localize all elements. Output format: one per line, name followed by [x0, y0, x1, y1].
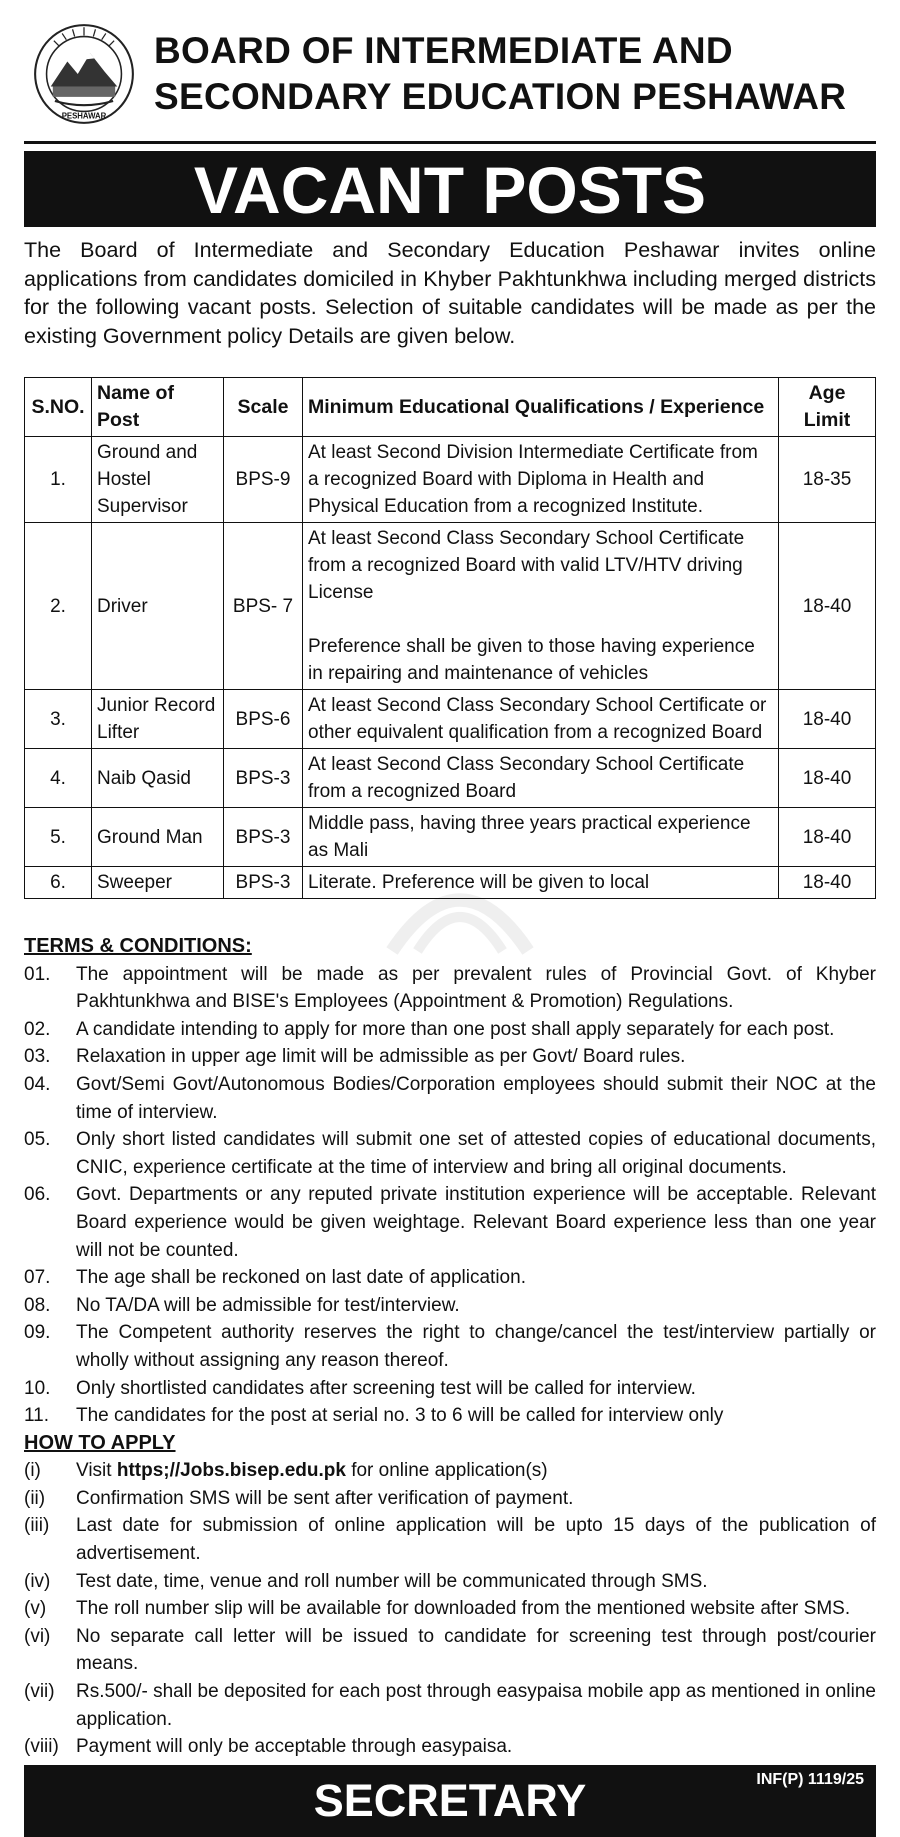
terms-title: TERMS & CONDITIONS: [24, 935, 252, 957]
qualification-text: At least Second Class Secondary School Certificate from a recognized Board with valid LTV/HTV driving License [308, 528, 745, 603]
list-item [24, 1319, 876, 1374]
list-item [24, 1043, 876, 1071]
table-row [25, 523, 876, 690]
item-number: 07. [24, 1267, 51, 1289]
row-sno: 1. [25, 437, 92, 523]
row-qualification [303, 749, 779, 808]
logo-caption: PESHAWAR [61, 111, 107, 121]
header [24, 14, 876, 134]
table-row [25, 749, 876, 808]
application-website-link[interactable]: https;//Jobs.bisep.edu.pk [116, 1460, 346, 1482]
terms-list [24, 961, 876, 1430]
item-text: Govt/Semi Govt/Autonomous Bodies/Corporation employees should submit their NOC at the time of interview. [76, 1073, 876, 1123]
item-number: 03. [24, 1046, 51, 1068]
item-text: The appointment will be made as per prevalent rules of Provincial Govt. of Khyber Pakhtunkhwa and BISE's Employees (Appointment & Promotion) Regulations. [76, 963, 876, 1013]
row-sno: 2. [25, 523, 92, 690]
header-divider [24, 141, 876, 144]
item-number: (iv) [24, 1570, 51, 1592]
item-text: Last date for submission of online application will be upto 15 days of the publication of advertisement. [76, 1515, 876, 1565]
item-text: Payment will only be acceptable through easypaisa. [76, 1736, 513, 1758]
row-post-name: Ground and Hostel Supervisor [92, 437, 224, 523]
row-scale: BPS- 7 [224, 523, 303, 690]
board-seal-icon [32, 22, 136, 126]
list-item [24, 1126, 876, 1181]
row-scale: BPS-3 [224, 749, 303, 808]
row-post-name: Ground Man [92, 808, 224, 867]
header-name-of-post: Name of Post [92, 378, 224, 437]
item-text: Relaxation in upper age limit will be admissible as per Govt/ Board rules. [76, 1046, 686, 1068]
row-qualification [303, 690, 779, 749]
row-post-name: Junior Record Lifter [92, 690, 224, 749]
list-item [24, 1485, 876, 1513]
row-age-limit: 18-35 [779, 437, 876, 523]
item-number: 02. [24, 1018, 51, 1040]
intro-paragraph: The Board of Intermediate and Secondary Education Peshawar invites online applications from candidates domiciled in Khyber Pakhtunkhwa including merged districts for the following vacant posts. Selection of suitable candidates will be made as per the existing Government policy Details are given below. [24, 238, 876, 348]
item-text: Rs.500/- shall be deposited for each post through easypaisa mobile app as mentioned in online application. [76, 1681, 876, 1730]
item-number: 08. [24, 1294, 51, 1316]
item-text: No separate call letter will be issued to candidate for screening test through post/courier means. [76, 1625, 876, 1675]
item-text: Only shortlisted candidates after screening test will be called for interview. [76, 1377, 696, 1399]
header-sno: S.NO. [25, 378, 92, 437]
list-item [24, 1016, 876, 1044]
board-title-line1: BOARD OF INTERMEDIATE AND [154, 30, 733, 71]
row-post-name: Naib Qasid [92, 749, 224, 808]
row-sno: 3. [25, 690, 92, 749]
footer-bar [24, 1765, 876, 1837]
row-qualification [303, 523, 779, 690]
row-qualification [303, 437, 779, 523]
item-text: The roll number slip will be available for downloaded from the mentioned website after SMS. [76, 1598, 851, 1620]
list-item [24, 1568, 876, 1596]
item-number: (vii) [24, 1681, 55, 1703]
header-age-limit: Age Limit [779, 378, 876, 437]
item-text: A candidate intending to apply for more than one post shall apply separately for each post. [76, 1018, 835, 1040]
item-number: (iii) [24, 1515, 50, 1537]
row-scale: BPS-3 [224, 808, 303, 867]
list-item [24, 1512, 876, 1567]
row-scale: BPS-6 [224, 690, 303, 749]
table-row [25, 437, 876, 523]
how-to-apply-title: HOW TO APPLY [24, 1431, 176, 1454]
item-text: Test date, time, venue and roll number will be communicated through SMS. [76, 1570, 708, 1592]
item-number: 04. [24, 1073, 51, 1095]
list-item [24, 1181, 876, 1264]
qualification-text: Middle pass, having three years practical experience as Mali [308, 813, 751, 861]
header-qualifications: Minimum Educational Qualifications / Experience [303, 378, 779, 437]
item-text: No TA/DA will be admissible for test/interview. [76, 1294, 460, 1316]
list-item [24, 1264, 876, 1292]
row-sno: 6. [25, 867, 92, 899]
list-item [24, 1402, 876, 1430]
list-item [24, 1623, 876, 1678]
item-text: The Competent authority reserves the right to change/cancel the test/interview partially or wholly without assigning any reason thereof. [76, 1322, 876, 1371]
list-item [24, 1292, 876, 1320]
list-item [24, 1071, 876, 1126]
board-title-line2: SECONDARY EDUCATION PESHAWAR [154, 76, 847, 117]
item-number: 11. [24, 1405, 50, 1427]
list-item [24, 1457, 876, 1485]
item-number: 10. [24, 1377, 51, 1399]
row-sno: 4. [25, 749, 92, 808]
item-number: 05. [24, 1129, 51, 1151]
table-row [25, 690, 876, 749]
item-number: (viii) [24, 1736, 59, 1758]
vacancies-table [24, 377, 876, 899]
qualification-text: Literate. Preference will be given to local [308, 872, 650, 893]
row-post-name: Sweeper [92, 867, 224, 899]
reference-number: INF(P) 1119/25 [756, 1771, 864, 1788]
item-number: (ii) [24, 1487, 46, 1509]
item-text: Only short listed candidates will submit one set of attested copies of educational documents, CNIC, experience certificate at the time of interview and bring all original documents. [76, 1129, 876, 1178]
list-item [24, 1678, 876, 1733]
board-title [154, 28, 846, 120]
item-number: 06. [24, 1184, 51, 1206]
row-age-limit: 18-40 [779, 690, 876, 749]
visit-suffix: for online application(s) [345, 1460, 548, 1482]
list-item [24, 1733, 876, 1761]
vacant-posts-banner: VACANT POSTS [24, 151, 876, 227]
row-post-name: Driver [92, 523, 224, 690]
qualification-text: At least Second Class Secondary School Certificate or other equivalent qualification from a recognized Board [308, 695, 767, 743]
item-text: The candidates for the post at serial no. 3 to 6 will be called for interview only [76, 1405, 724, 1427]
table-header-row [25, 378, 876, 437]
row-sno: 5. [25, 808, 92, 867]
visit-prefix: Visit [76, 1460, 117, 1482]
row-scale: BPS-3 [224, 867, 303, 899]
terms-and-apply-section [24, 933, 876, 1761]
item-text: Confirmation SMS will be sent after verification of payment. [76, 1487, 574, 1509]
qualification-preference-text: Preference shall be given to those having experience in repairing and maintenance of vehicles [308, 636, 755, 684]
apply-list [24, 1457, 876, 1761]
qualification-text: At least Second Division Intermediate Certificate from a recognized Board with Diploma in Health and Physical Education from a recognized Institute. [308, 442, 758, 517]
item-text: The age shall be reckoned on last date of application. [76, 1267, 526, 1289]
qualification-text: At least Second Class Secondary School Certificate from a recognized Board [308, 754, 745, 802]
row-age-limit: 18-40 [779, 523, 876, 690]
item-number: (vi) [24, 1625, 51, 1647]
signature-secretary: SECRETARY [313, 1775, 587, 1826]
item-number: (i) [24, 1460, 41, 1482]
row-age-limit: 18-40 [779, 749, 876, 808]
list-item [24, 1595, 876, 1623]
item-text: Govt. Departments or any reputed private institution experience will be acceptable. Relevant Board experience would be given weightage. Relevant Board experience less than one year will not be counted. [76, 1184, 876, 1261]
list-item [24, 1375, 876, 1403]
item-number: 09. [24, 1322, 51, 1344]
header-scale: Scale [224, 378, 303, 437]
row-age-limit: 18-40 [779, 867, 876, 899]
row-scale: BPS-9 [224, 437, 303, 523]
list-item [24, 961, 876, 1016]
item-number: (v) [24, 1598, 47, 1620]
item-number: 01. [24, 963, 51, 985]
row-age-limit: 18-40 [779, 808, 876, 867]
